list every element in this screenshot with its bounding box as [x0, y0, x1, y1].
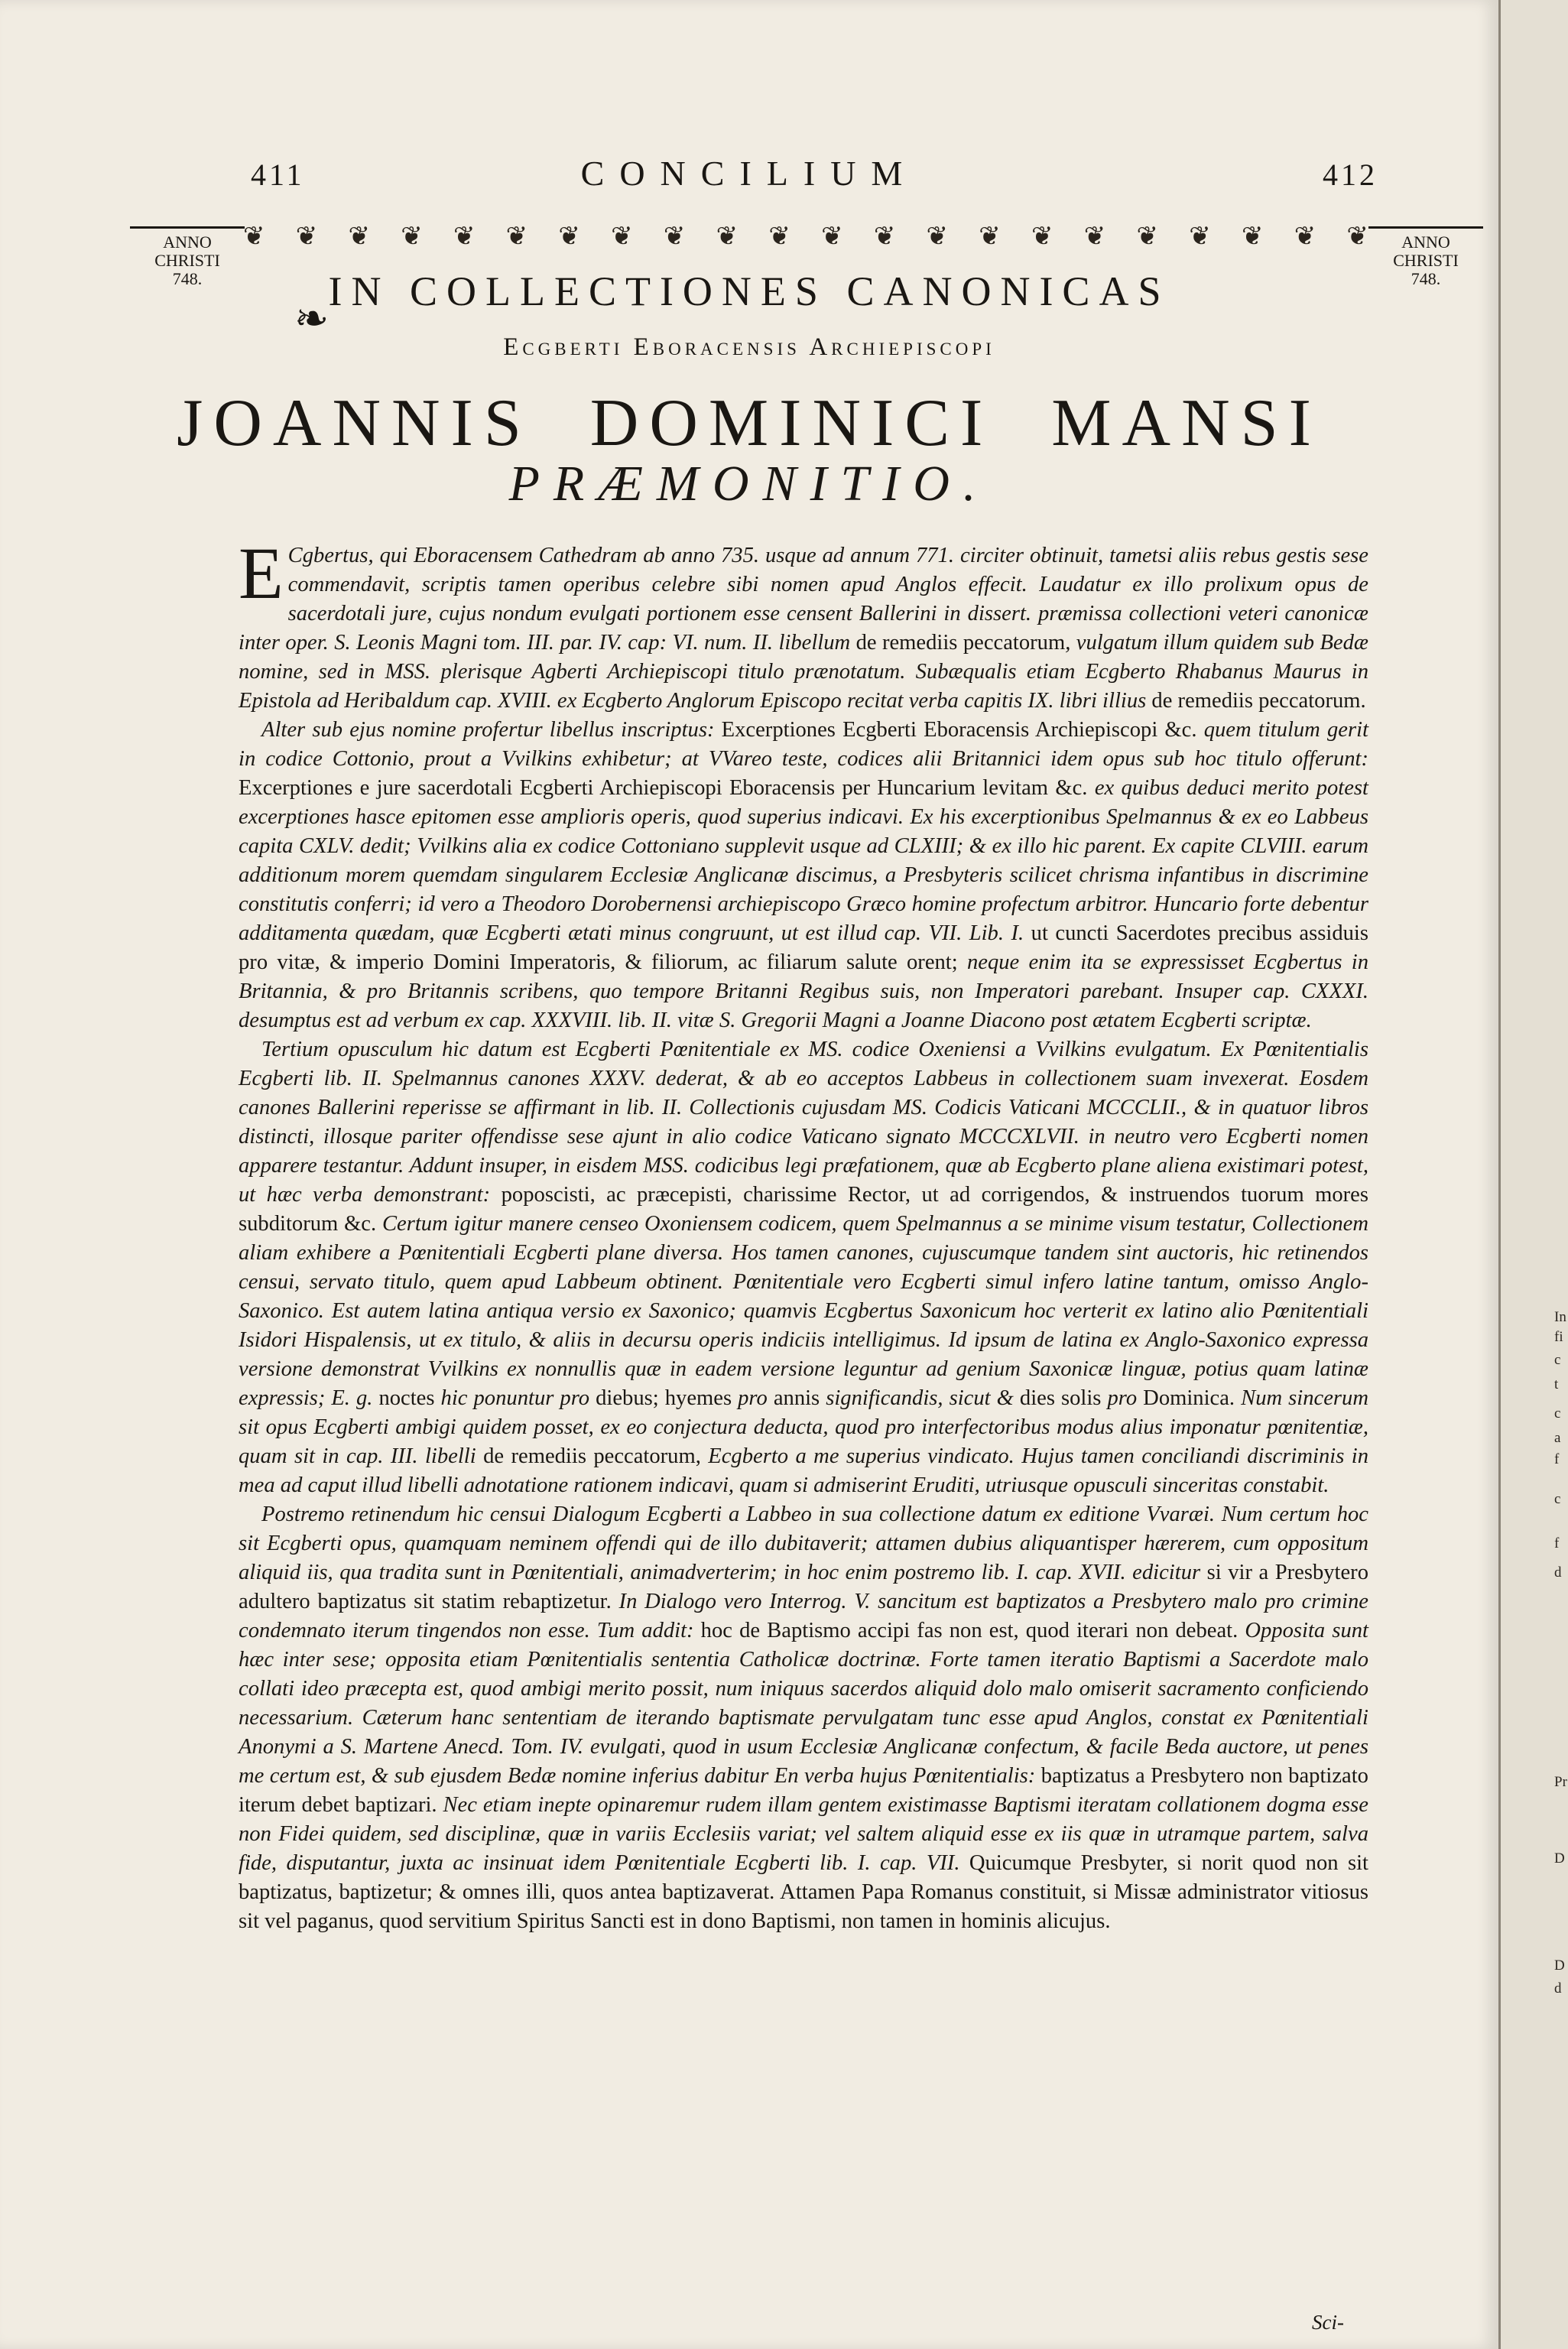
ornament-icon: ❦: [716, 223, 737, 251]
text-run: Num sincerum sit opus Ecgberti ambigi quidem posset, ex eo conjectura deducta, quod pro interfectoribus modus alius imponatur pœnitentiæ, quam sit in cap. III. libelli: [239, 1386, 1369, 1468]
ornament-icon: ❦: [505, 223, 527, 251]
text-run: In Dialogo vero Interrog. V. sancitum est baptizatos a Presbytero malo pro crimine condemnato iterum tingendos non esse. Tum addit:: [239, 1590, 1368, 1642]
ornament-icon: ❦: [611, 223, 631, 251]
next-page-fragment: f: [1554, 1451, 1560, 1467]
next-page-fragment: c: [1554, 1491, 1561, 1507]
next-page-fragment: In: [1554, 1309, 1566, 1325]
paragraph: [239, 716, 1368, 1035]
next-page-fragment: fi: [1554, 1329, 1563, 1345]
heading-mansi: JOANNIS DOMINICI MANSI: [177, 386, 1322, 460]
text-run: Opposita sunt hæc inter sese; opposita etiam Pœnitentialis sententia Catholicæ doctrinæ. Forte tamen iteratio Baptismi a Sacerdote malo collati ideo præcepta est, quod ambigi merito possit, num iniquus sacerdos aliquid dolo malo omiserit sacramento conficiendo necessarium. Cæterum hanc sententiam de iterando baptismate pervulgatam tunc esse apud Anglos, constat ex Pœnitentiali Anonymi a S. Martene Anecd. Tom. IV. evulgati, quod in usum Ecclesiæ Anglicanæ confectum, & facile Beda auctore, ut penes me certum est, & sub ejusdem Bedæ nomine inferius dabitur En verba hujus Pœnitentialis:: [239, 1619, 1368, 1788]
drop-cap: E: [239, 532, 284, 614]
ornament-icon: ❦: [243, 223, 264, 251]
text-run: si vir a Presbytero adultero baptizatus sit statim rebaptizetur.: [239, 1561, 1368, 1613]
ornament-icon: ❦: [1136, 223, 1157, 251]
text-run: dies solis: [1013, 1386, 1108, 1410]
ornament-icon: ❦: [926, 223, 947, 251]
text-run: Dominica.: [1137, 1386, 1242, 1410]
body-text: [239, 532, 1369, 1936]
ornament-icon: ❦: [821, 223, 842, 251]
ornament-icon: ❦: [1346, 223, 1367, 251]
heading-collections: IN COLLECTIONES CANONICAS: [328, 268, 1170, 314]
text-run: pro: [738, 1386, 768, 1410]
ornament-icon: ❦: [1241, 223, 1262, 251]
text-run: poposcisti, ac præcepisti, charissime Rector, ut ad corrigendos, & instruendos tuorum mores subditorum &c.: [239, 1183, 1368, 1236]
ornament-icon: ❦: [295, 223, 317, 251]
text-run: Ecgberto a me superius vindicato. Hujus tamen conciliandi discriminis in mea ad caput illud libelli adnotatione rationem indicavi, quam si admiserint Eruditi, utriusque opusculi sinceritas constabit.: [239, 1444, 1368, 1497]
paragraph: [239, 532, 1368, 716]
text-run: pro: [1107, 1386, 1138, 1410]
next-page-fragment: c: [1554, 1405, 1561, 1421]
text-run: de remediis peccatorum,: [476, 1444, 709, 1468]
right-page-number: 412: [1323, 158, 1378, 192]
text-run: diebus; hyemes: [589, 1386, 739, 1410]
ornament-band: [243, 220, 1367, 252]
next-page-edge: [1498, 0, 1568, 2349]
next-page-fragment: d: [1554, 1980, 1562, 1996]
fleuron-icon: ❧: [294, 296, 330, 342]
ornament-icon: ❦: [1189, 223, 1209, 251]
next-page-fragment: a: [1554, 1430, 1561, 1446]
text-run: Postremo retinendum hic censui Dialogum Ecgberti a Labbeo in sua collectione datum ex editione Vvaræi. Num certum hoc sit Ecgberti opus, quamquam neminem offendi qui de illo dubitaverit; attamen dubius aliquantisper hærerem, cum oppositum aliquid iis, qua tradita sunt in Pœnitentiali, animadverterim; in hoc enim postremo lib. I. cap. XVII. edicitur: [239, 1503, 1368, 1584]
text-run: Nec etiam inepte opinaremur rudem illam gentem existimasse Baptismi iteratam collationem dogma esse non Fidei quidem, sed disciplinæ, quæ in variis Ecclesiis variat; vel saltem aliquid esse ex iis quæ in utramque partem, salva fide, disputantur, juxta ac insinuat idem Pœnitentiale Ecgberti lib. I. cap. VII.: [239, 1793, 1368, 1875]
ornament-icon: ❦: [453, 223, 474, 251]
text-run: ut cuncti Sacerdotes precibus assiduis pro vitæ, & imperio Domini Imperatoris, & filiorum, ac filiarum salute orent;: [239, 921, 1368, 974]
text-run: neque enim ita se expressisset Ecgbertus in Britannia, & pro Britannis scribens, quo tempore Britanni Regibus suis, non Imperatori parebant. Insuper cap. CXXXI. desumptus est ad verbum ex cap. XXXVIII. lib. II. vitæ S. Gregorii Magni a Joanne Diacono post ætatem Ecgberti scriptæ.: [239, 950, 1368, 1032]
ornament-icon: ❦: [1083, 223, 1105, 251]
next-page-fragment: d: [1554, 1564, 1562, 1581]
ornament-icon: ❦: [348, 223, 368, 251]
text-run: hoc de Baptismo accipi fas non est, quod iterari non debeat.: [693, 1619, 1245, 1642]
next-page-fragment: t: [1554, 1376, 1559, 1392]
text-run: de remediis peccatorum: [850, 631, 1066, 655]
left-page-number: 411: [251, 158, 305, 192]
text-run: Cgbertus, qui Eboracensem Cathedram ab anno 735. usque ad annum 771. circiter obtinuit, tametsi aliis rebus gestis sese commendavit, scriptis tamen operibus celebre sibi nomen apud Anglos effecit. Laudatur ex illo prolixum opus de sacerdotali jure, cujus nondum evulgati portionem esse censent Ballerini in dissert. præmissa collectioni veteri canonicæ inter oper. S. Leonis Magni tom. III. par. IV. cap: VI. num. II. libellum: [239, 544, 1368, 655]
ornament-icon: ❦: [768, 223, 789, 251]
text-run: Tertium opusculum hic datum est Ecgberti Pœnitentiale ex MS. codice Oxeniensi a Vvilkins evulgatum. Ex Pœnitentialis Ecgberti lib. II. Spelmannus canones XXXV. dederat, & ab eo acceptos Labbeus in collectionem suam invexerat. Eosdem canones Ballerini reperisse se affirmant in lib. II. Collectionis cujusdam MS. Codicis Vaticani MCCCLII., & in quatuor libros distincti, illosque pariter offendisse sese ajunt in alio codice Vaticano signato MCCCXLVII. in neutro vero Ecgberti nomen apparere testantur. Addunt insuper, in eisdem MSS. codicibus legi præfationem, quæ ab Ecgberto plane aliena existimari potest, ut hæc verba demonstrant:: [239, 1038, 1368, 1207]
text-run: ex quibus deduci merito potest excerptiones hasce epitomen esse amplioris operis, quod superius indicavi. Ex his excerptionibus Spelmannus & ex eo Labbeus capita CXLV. dedit; Vvilkins alia ex codice Cottoniano supplevit usque ad CLXIII; & ex illo hic parent. Ex capite CLVIII. earum additionum morem quemdam singularem Ecclesiæ Anglicanæ discimus, a Presbyteris scilicet chrisma infantibus in discrimine constitutis conferri; id vero a Theodoro Dorobernensi archiepiscopo Græco homine profectum arbitror. Huncario forte debentur additamenta quædam, quæ Ecgberti ætati minus congruunt, ut est illud cap. VII. Lib. I.: [239, 776, 1368, 945]
ornament-icon: ❦: [558, 223, 579, 251]
text-run: Certum igitur manere censeo Oxoniensem codicem, quem Spelmannus a se minime visum testatur, Collectionem aliam exhibere a Pœnitentiali Ecgberti plane diversa. Hos tamen canones, cujuscumque tandem sint auctoris, hic retinendos censui, servato titulo, quem apud Labbeum obtinent. Pœnitentiale vero Ecgberti simul infero latine tantum, omisso Anglo-Saxonico. Est autem latina antiqua versio ex Saxonico; quamvis Ecgbertus Saxonicum hoc verterit ex latino alio Pœnitentiali Isidori Hispalensis, ut ex titulo, & aliis in decursu operis indiciis intelligimus. Id ipsum de latina ex Anglo-Saxonico expressa versione demonstrat Vvilkins ex nonnullis quæ in eadem versione leguntur ad genium Saxonicæ linguæ, potius quam latinæ expressis; E. g.: [239, 1212, 1368, 1410]
ornament-icon: ❦: [401, 223, 421, 251]
heading-egberti: Ecgberti Eboracensis Archiepiscopi: [503, 333, 995, 361]
next-page-fragment: D: [1554, 1958, 1565, 1974]
text-run: noctes: [372, 1386, 441, 1410]
paragraph: [239, 1500, 1368, 1936]
running-title: CONCILIUM: [580, 154, 918, 193]
text-run: de remediis peccatorum.: [1146, 689, 1366, 713]
text-run: annis: [767, 1386, 826, 1410]
next-page-fragment: f: [1554, 1535, 1560, 1551]
text-run: quem titulum gerit in codice Cottonio, prout a Vvilkins exhibetur; at VVareo teste, codices alii Britannici idem opus sub hoc titulo offerunt:: [239, 718, 1369, 771]
text-run: Excerptiones e jure sacerdotali Ecgberti Archiepiscopi Eboracensis per Huncarium levitam &c.: [239, 776, 1095, 800]
next-page-fragment: D: [1554, 1850, 1565, 1867]
ornament-icon: ❦: [873, 223, 894, 251]
anno-christi-right: ANNO CHRISTI 748.: [1368, 226, 1483, 288]
ornament-icon: ❦: [663, 223, 684, 251]
anno-christi-left: ANNO CHRISTI 748.: [130, 226, 245, 288]
next-page-fragment: c: [1554, 1352, 1561, 1368]
ornament-icon: ❦: [979, 223, 999, 251]
next-page-fragment: Pr: [1554, 1774, 1567, 1790]
text-run: Quicumque Presbyter, si norit quod non sit baptizatus, baptizetur; & omnes illi, quos antea baptizaverat. Attamen Papa Romanus constituit, si Missæ administrator vitiosus sit vel paganus, quod servitium Spiritus Sancti est in dono Baptismi, non tamen in hominis alicujus.: [239, 1851, 1368, 1933]
text-run: significandis, sicut &: [826, 1386, 1014, 1410]
paragraph: [239, 1035, 1368, 1500]
text-run: baptizatus a Presbytero non baptizato iterum debet baptizari.: [239, 1764, 1368, 1817]
catchword: Sci-: [1312, 2311, 1344, 2334]
text-run: , vulgatum illum quidem sub Bedæ nomine, sed in MSS. plerisque Agberti Archiepiscopi titulo prænotatum. Subæqualis etiam Ecgberto Rhabanus Maurus in Epistola ad Heribaldum cap. XVIII. ex Ecgberto Anglorum Episcopo recitat verba capitis IX. libri illius: [239, 631, 1368, 713]
ornament-icon: ❦: [1294, 223, 1315, 251]
text-run: Alter sub ejus nomine profertur libellus inscriptus:: [261, 718, 715, 742]
text-run: hic ponuntur pro: [440, 1386, 590, 1410]
ornament-icon: ❦: [1031, 223, 1052, 251]
heading-praemonitio: PRÆMONITIO.: [508, 456, 990, 512]
text-run: Excerptiones Ecgberti Eboracensis Archiepiscopi &c.: [714, 718, 1204, 742]
